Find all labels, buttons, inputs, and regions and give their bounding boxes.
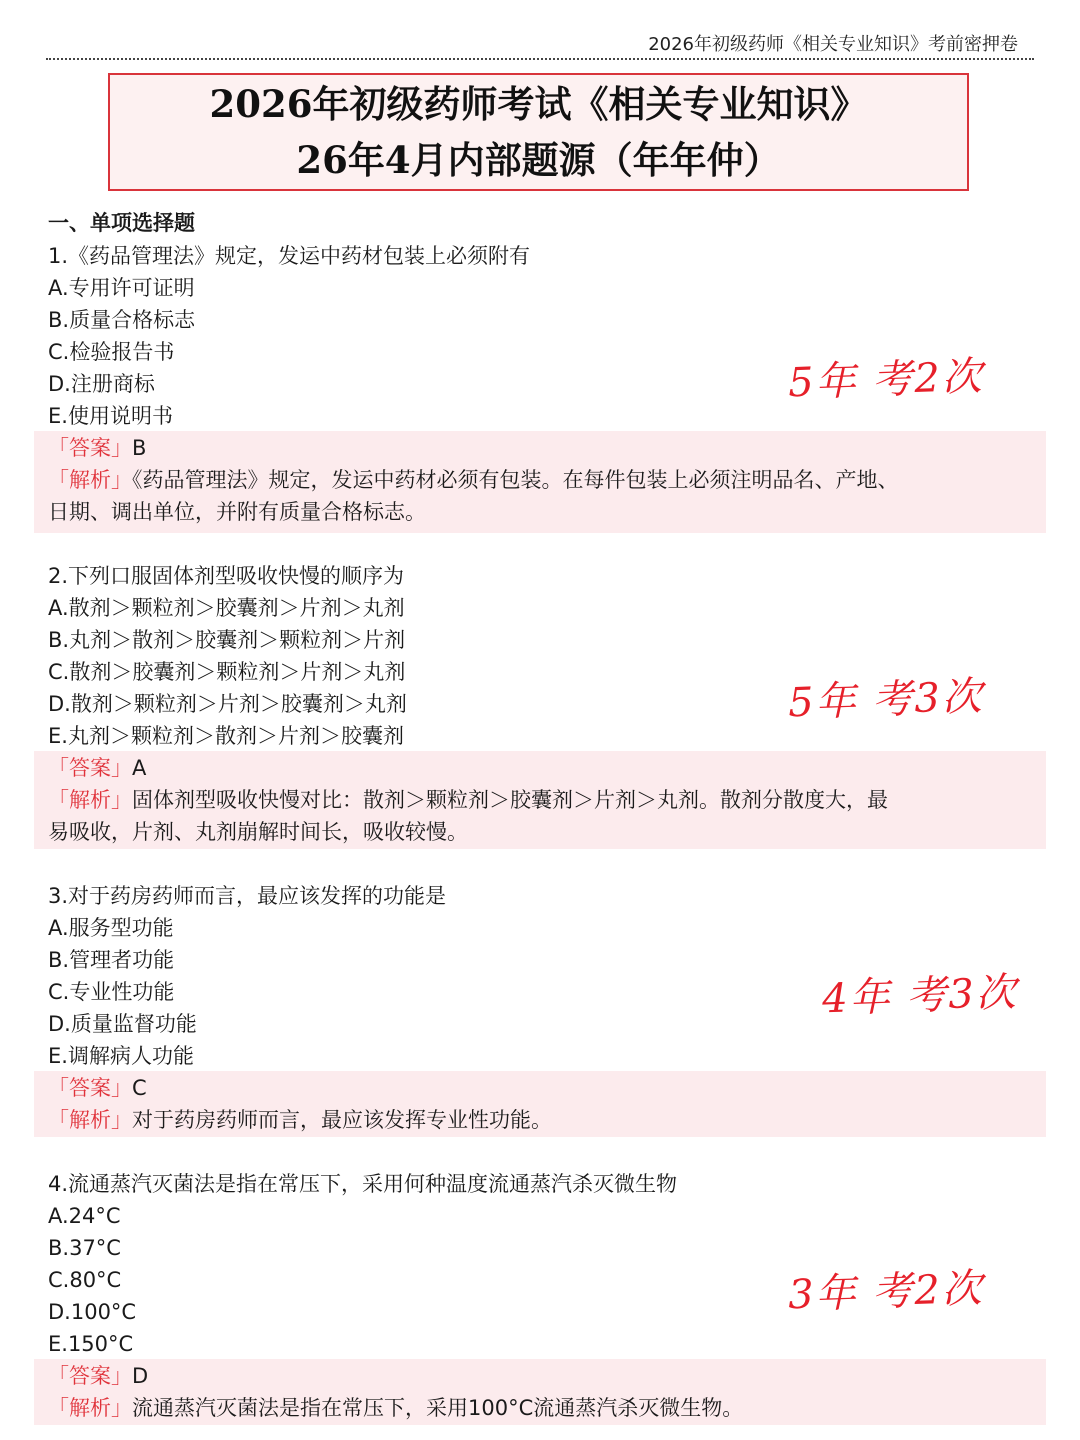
option-a: A.散剂＞颗粒剂＞胶囊剂＞片剂＞丸剂 (48, 596, 405, 620)
option-c: C.80°C (48, 1268, 122, 1292)
section-title: 一、单项选择题 (48, 211, 195, 235)
analysis-line (48, 464, 1064, 496)
answer-label: 「答案」 (48, 436, 132, 460)
option-d: D.100°C (48, 1300, 137, 1324)
answer-label: 「答案」 (48, 756, 132, 780)
option-e: E.调解病人功能 (48, 1044, 194, 1068)
option-b: B.37°C (48, 1236, 121, 1260)
option-d: D.散剂＞颗粒剂＞片剂＞胶囊剂＞丸剂 (48, 692, 407, 716)
title-line-1: 2026年初级药师考试《相关专业知识》 (209, 82, 868, 126)
answer-line (48, 752, 1064, 784)
answer-line (48, 432, 1064, 464)
title-line-2: 26年4月内部题源（年年仲） (296, 138, 781, 182)
header-divider (46, 58, 1034, 60)
answer-label: 「答案」 (48, 1364, 132, 1388)
question-stem: 1.《药品管理法》规定，发运中药材包装上必须附有 (48, 244, 531, 268)
option-a: A.24°C (48, 1204, 121, 1228)
analysis-label: 「解析」 (48, 788, 132, 812)
handwritten-note: 5年 考2次 (787, 353, 985, 407)
option-b: B.管理者功能 (48, 948, 175, 972)
analysis-label: 「解析」 (48, 1108, 132, 1132)
title-box (108, 73, 969, 191)
analysis-line (48, 784, 1064, 816)
analysis-line (48, 1104, 1064, 1136)
analysis-line (48, 1392, 1064, 1424)
answer-line (48, 1360, 1064, 1392)
option-b: B.丸剂＞散剂＞胶囊剂＞颗粒剂＞片剂 (48, 628, 406, 652)
option-c: C.专业性功能 (48, 980, 175, 1004)
page-header-text: 2026年初级药师《相关专业知识》考前密押卷 (648, 34, 1018, 55)
answer-value: B (132, 436, 147, 460)
option-b: B.质量合格标志 (48, 308, 196, 332)
question-stem: 4.流通蒸汽灭菌法是指在常压下，采用何种温度流通蒸汽杀灭微生物 (48, 1172, 678, 1196)
analysis-text-2: 易吸收，片剂、丸剂崩解时间长，吸收较慢。 (48, 820, 468, 844)
option-e: E.150°C (48, 1332, 134, 1356)
handwritten-note: 5年 考3次 (787, 673, 985, 727)
option-e: E.丸剂＞颗粒剂＞散剂＞片剂＞胶囊剂 (48, 724, 404, 748)
option-a: A.专用许可证明 (48, 276, 195, 300)
analysis-text-2: 日期、调出单位，并附有质量合格标志。 (48, 500, 426, 524)
option-e: E.使用说明书 (48, 404, 173, 428)
analysis-text-1: 流通蒸汽灭菌法是指在常压下，采用100°C流通蒸汽杀灭微生物。 (132, 1396, 744, 1420)
answer-value: A (132, 756, 147, 780)
handwritten-note: 4年 考3次 (821, 969, 1019, 1023)
analysis-text-1: 《药品管理法》规定，发运中药材必须有包装。在每件包装上必须注明品名、产地、 (132, 468, 899, 492)
analysis-label: 「解析」 (48, 468, 132, 492)
option-a: A.服务型功能 (48, 916, 174, 940)
option-c: C.检验报告书 (48, 340, 175, 364)
answer-value: D (132, 1364, 149, 1388)
handwritten-note: 3年 考2次 (787, 1265, 985, 1319)
answer-value: C (132, 1076, 147, 1100)
analysis-label: 「解析」 (48, 1396, 132, 1420)
option-c: C.散剂＞胶囊剂＞颗粒剂＞片剂＞丸剂 (48, 660, 406, 684)
question-stem: 2.下列口服固体剂型吸收快慢的顺序为 (48, 564, 405, 588)
question-stem: 3.对于药房药师而言，最应该发挥的功能是 (48, 884, 447, 908)
answer-line (48, 1072, 1064, 1104)
answer-label: 「答案」 (48, 1076, 132, 1100)
analysis-text-1: 固体剂型吸收快慢对比：散剂＞颗粒剂＞胶囊剂＞片剂＞丸剂。散剂分散度大，最 (132, 788, 888, 812)
option-d: D.注册商标 (48, 372, 155, 396)
option-d: D.质量监督功能 (48, 1012, 197, 1036)
analysis-text-1: 对于药房药师而言，最应该发挥专业性功能。 (132, 1108, 552, 1132)
